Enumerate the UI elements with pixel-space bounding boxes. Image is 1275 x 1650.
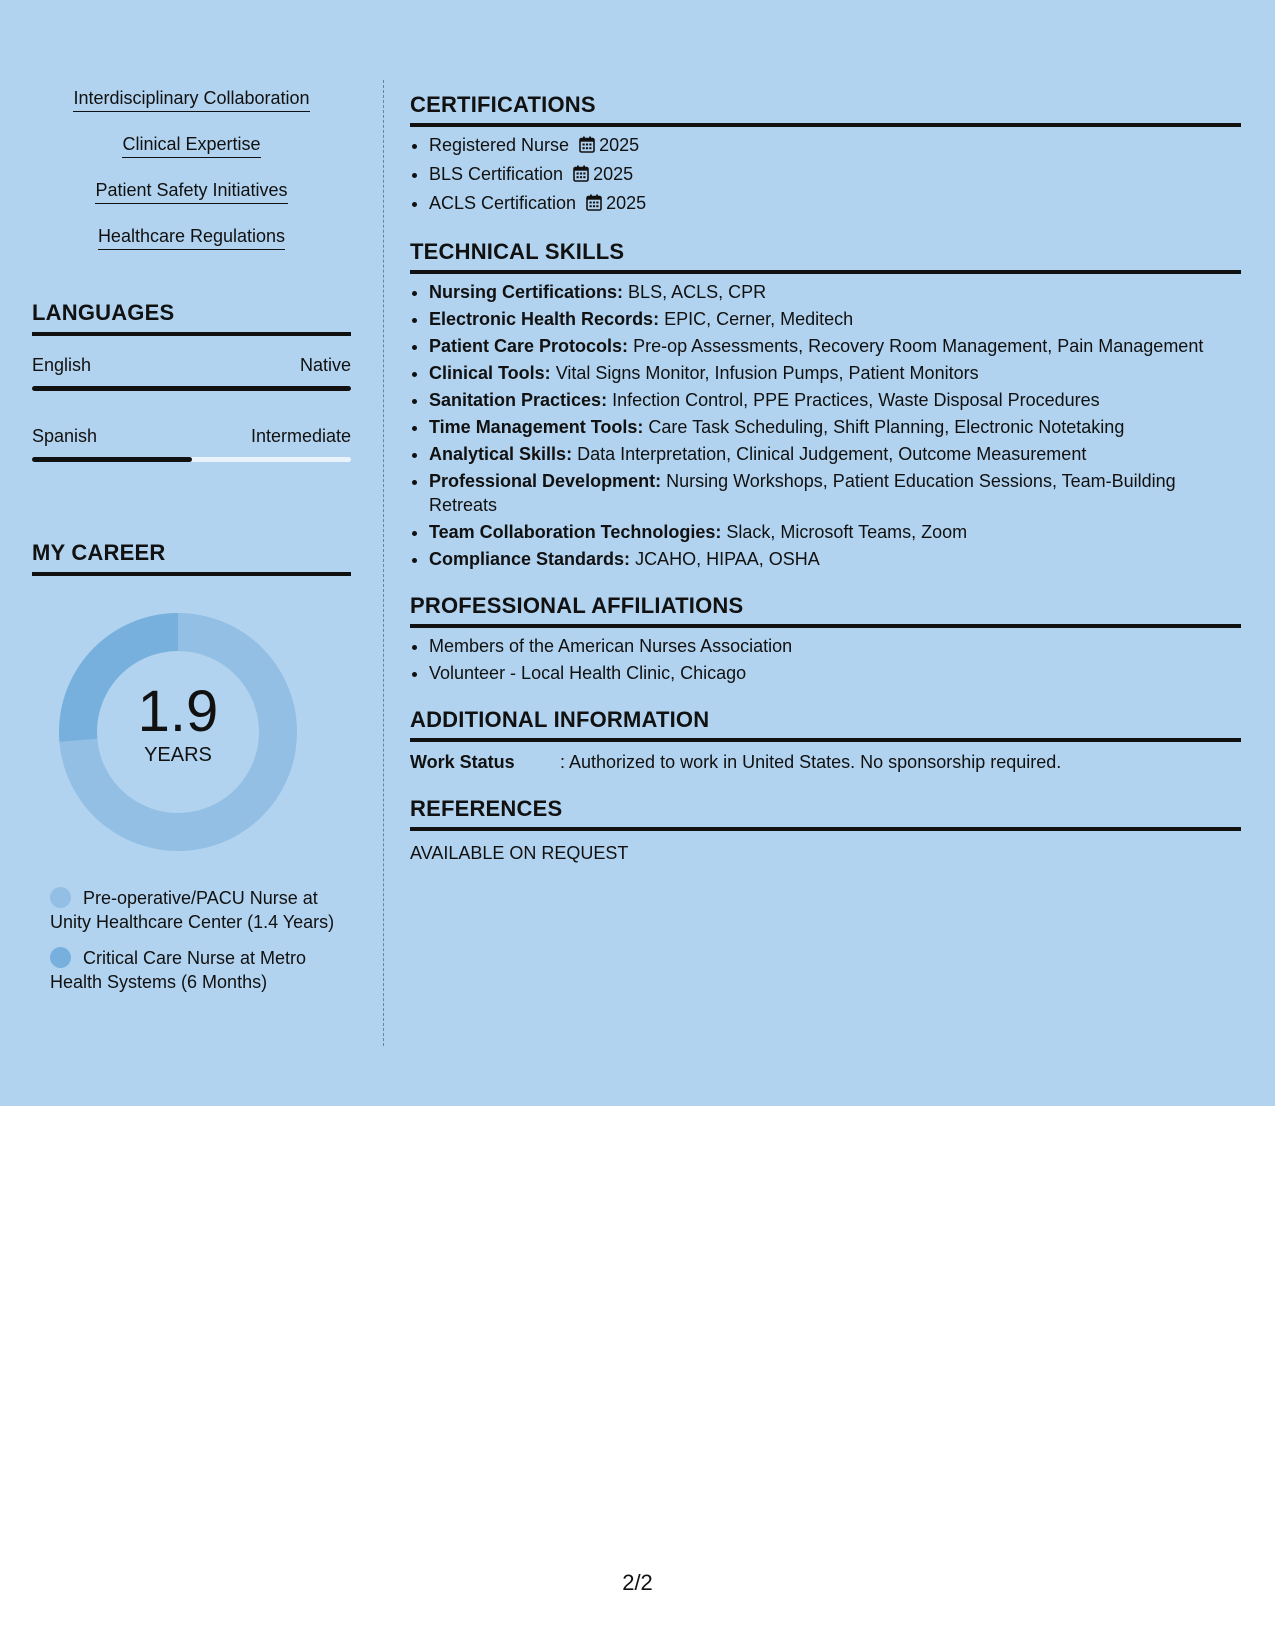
skill-label: Nursing Certifications: xyxy=(429,282,624,302)
page-number: 2/2 xyxy=(622,1570,653,1595)
skill-label: Analytical Skills: xyxy=(429,444,573,464)
skill-item xyxy=(429,388,1241,412)
skill-value: JCAHO, HIPAA, OSHA xyxy=(635,549,820,569)
career-legend-item xyxy=(50,886,340,934)
skill-value: Pre-op Assessments, Recovery Room Management, Pain Management xyxy=(633,336,1204,356)
skill-label: Sanitation Practices: xyxy=(429,390,608,410)
skill-item xyxy=(429,547,1241,571)
skill-tags xyxy=(32,86,351,270)
skill-value: Care Task Scheduling, Shift Planning, Electronic Notetaking xyxy=(648,417,1125,437)
certification-year: 2025 xyxy=(593,164,634,184)
skill-item xyxy=(429,280,1241,304)
skill-value: Slack, Microsoft Teams, Zoom xyxy=(726,522,968,542)
skill-label: Compliance Standards: xyxy=(429,549,631,569)
language-proficiency-bar xyxy=(32,457,351,462)
skill-label: Patient Care Protocols: xyxy=(429,336,629,356)
additional-info-heading: ADDITIONAL INFORMATION xyxy=(410,707,1241,742)
work-status-label: Work Status xyxy=(410,752,515,772)
skill-value: Data Interpretation, Clinical Judgement, Outcome Measurement xyxy=(577,444,1087,464)
legend-dot-icon xyxy=(50,947,71,968)
skill-label: Time Management Tools: xyxy=(429,417,644,437)
column-divider xyxy=(383,80,384,1046)
calendar-icon xyxy=(579,135,595,159)
work-status-row xyxy=(410,750,1241,774)
skill-item xyxy=(429,334,1241,358)
skill-label: Electronic Health Records: xyxy=(429,309,660,329)
language-level: Native xyxy=(299,355,351,375)
affiliations-section xyxy=(410,593,1241,685)
main-content xyxy=(410,92,1241,887)
skill-tag: Interdisciplinary Collaboration xyxy=(73,86,309,112)
language-row xyxy=(32,425,351,462)
certification-item xyxy=(429,162,1241,188)
affiliations-heading: PROFESSIONAL AFFILIATIONS xyxy=(410,593,1241,628)
language-name: Spanish xyxy=(32,426,98,446)
skill-item xyxy=(429,469,1241,517)
skill-tag: Healthcare Regulations xyxy=(98,224,285,250)
certification-item xyxy=(429,133,1241,159)
references-text: AVAILABLE ON REQUEST xyxy=(410,843,629,863)
career-legend xyxy=(50,886,340,994)
affiliation-item: • Members of the American Nurses Association xyxy=(429,634,1241,658)
skill-item xyxy=(429,307,1241,331)
skill-item xyxy=(429,361,1241,385)
skill-value: Vital Signs Monitor, Infusion Pumps, Patient Monitors xyxy=(555,363,979,383)
skill-label: Clinical Tools: xyxy=(429,363,551,383)
certification-name: ACLS Certification xyxy=(429,193,577,213)
skill-label: Team Collaboration Technologies: xyxy=(429,522,722,542)
calendar-icon xyxy=(586,193,602,217)
certifications-section xyxy=(410,92,1241,217)
career-role-label: Pre-operative/PACU Nurse at Unity Healthcare Center (1.4 Years) xyxy=(50,888,335,932)
career-total-years: 1.9 xyxy=(137,679,219,744)
languages-heading: LANGUAGES xyxy=(32,300,351,336)
skill-item xyxy=(429,415,1241,439)
language-name: English xyxy=(32,355,92,375)
language-proficiency-fill xyxy=(32,457,192,462)
career-role-label: Critical Care Nurse at Metro Health Systems (6 Months) xyxy=(50,948,307,992)
skill-tag: Patient Safety Initiatives xyxy=(95,178,287,204)
certification-year: 2025 xyxy=(606,193,647,213)
skill-label: Professional Development: xyxy=(429,471,662,491)
certifications-heading: CERTIFICATIONS xyxy=(410,92,1241,127)
work-status-value: : Authorized to work in United States. No sponsorship required. xyxy=(560,752,1062,772)
sidebar xyxy=(32,86,351,1006)
certification-name: BLS Certification xyxy=(429,164,564,184)
language-proficiency-bar xyxy=(32,386,351,391)
legend-dot-icon xyxy=(50,887,71,908)
language-row xyxy=(32,354,351,391)
technical-skills-section xyxy=(410,239,1241,571)
language-proficiency-fill xyxy=(32,386,351,391)
certification-year: 2025 xyxy=(599,135,640,155)
calendar-icon xyxy=(573,164,589,188)
skill-item xyxy=(429,442,1241,466)
career-donut-chart xyxy=(58,612,298,852)
skill-value: Nursing Workshops, Patient Education Sessions, Team-Building Retreats xyxy=(429,471,1176,515)
skill-value: Infection Control, PPE Practices, Waste Disposal Procedures xyxy=(612,390,1100,410)
references-section xyxy=(410,796,1241,865)
affiliation-item: • Volunteer - Local Health Clinic, Chicago xyxy=(429,661,1241,685)
career-total-unit: YEARS xyxy=(144,744,212,766)
skill-value: EPIC, Cerner, Meditech xyxy=(664,309,854,329)
additional-info-section xyxy=(410,707,1241,774)
skill-tag: Clinical Expertise xyxy=(122,132,260,158)
technical-skills-heading: TECHNICAL SKILLS xyxy=(410,239,1241,274)
skill-value: BLS, ACLS, CPR xyxy=(628,282,767,302)
references-heading: REFERENCES xyxy=(410,796,1241,831)
certification-item xyxy=(429,191,1241,217)
certification-name: Registered Nurse xyxy=(429,135,570,155)
skill-item xyxy=(429,520,1241,544)
language-level: Intermediate xyxy=(250,426,351,446)
career-heading: MY CAREER xyxy=(32,540,351,576)
career-legend-item xyxy=(50,946,340,994)
